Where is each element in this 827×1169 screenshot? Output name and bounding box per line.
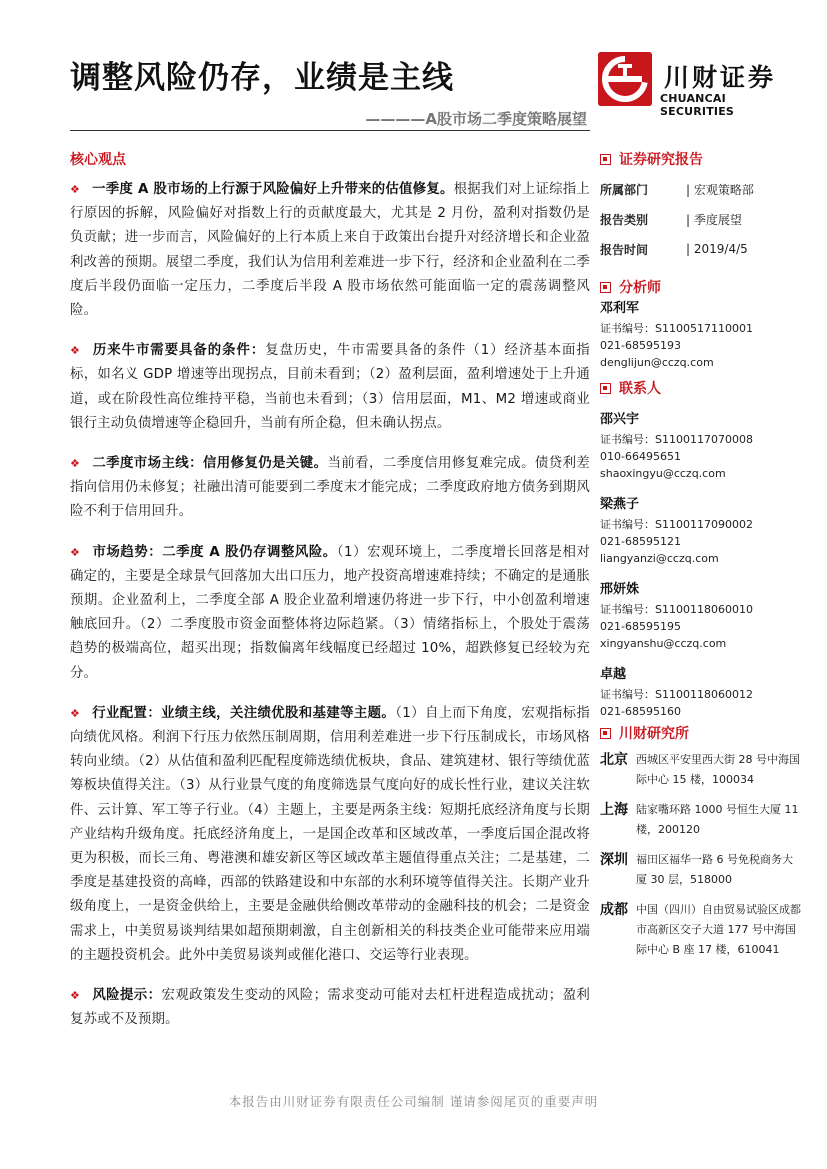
- contact-card: 邵兴宇 证书编号：S1100117070008 010-66495651 shaoxingyu@cczq.com: [600, 409, 810, 482]
- analyst-heading: 分析师: [600, 276, 810, 298]
- report-subtitle: ————A股市场二季度策略展望: [365, 110, 587, 128]
- core-views-heading: 核心观点: [70, 152, 126, 168]
- logo-name: 川财证券: [664, 63, 777, 92]
- office-shanghai: 上海 陆家嘴环路 1000 号恒生大厦 11 楼，200120: [600, 802, 799, 836]
- view-lead: 一季度 A 股市场的上行源于风险偏好上升带来的估值修复。: [92, 182, 454, 197]
- view-lead: 行业配置：业绩主线，关注绩优股和基建等主题。: [92, 705, 396, 721]
- info-row-department: 所属部门 | 宏观策略部: [600, 182, 754, 197]
- contact-email: xingyanshu@cczq.com: [600, 637, 727, 650]
- info-row-category: 报告类别 | 季度展望: [600, 212, 742, 227]
- report-sidebar: [600, 148, 810, 960]
- header-rule: [70, 130, 590, 131]
- diamond-bullet-icon: ❖: [70, 457, 81, 471]
- view-paragraph: [70, 452, 590, 525]
- contact-email: shaoxingyu@cczq.com: [600, 467, 726, 480]
- office-chengdu: 成都 中国（四川）自由贸易试验区成都市高新区交子大道 177 号中海国际中心 B 座 17 楼，610041: [600, 902, 801, 956]
- diamond-bullet-icon: ❖: [70, 545, 81, 559]
- view-paragraph: [70, 178, 590, 323]
- info-row-date: 报告时间 | 2019/4/5: [600, 242, 748, 257]
- contact-card: 邢妍姝 证书编号：S1100118060010 021-68595195 xingyanshu@cczq.com: [600, 579, 810, 652]
- institute-heading: 川财研究所: [600, 722, 810, 744]
- core-views: [70, 178, 590, 1049]
- view-paragraph: [70, 984, 590, 1032]
- view-lead: 二季度市场主线：信用修复仍是关键。: [92, 456, 328, 472]
- diamond-bullet-icon: ❖: [70, 989, 81, 1003]
- office-beijing: 北京 西城区平安里西大街 28 号中海国际中心 15 楼，100034: [600, 752, 800, 786]
- view-body: 复盘历史，牛市需要具备的条件（1）经济基本面指标，如名义 GDP 增速等出现拐点，目前未看到；（2）盈利层面，盈利增速处于上升通道，或在阶段性高位维持平稳，当前也未看到；（3）信用层面，M1、M2 增速或商业银行主动负债增速等企稳回升，当前有所企稳，但未确认拐点。: [70, 343, 590, 431]
- square-bullet-icon: [600, 282, 611, 293]
- analyst-card: 邓利军 证书编号：S1100517110001 021-68595193 denglijun@cczq.com: [600, 298, 810, 371]
- square-bullet-icon: [600, 728, 611, 739]
- diamond-bullet-icon: ❖: [70, 344, 81, 358]
- analyst-email: denglijun@cczq.com: [600, 356, 714, 369]
- logo-english-name: CHUANCAI SECURITIES: [660, 92, 735, 118]
- contact-card: 卓越 证书编号：S1100118060012 021-68595160: [600, 667, 753, 718]
- company-logo: [598, 52, 798, 118]
- contact-card: 梁燕子 证书编号：S1100117090002 021-68595121 liangyanzi@cczq.com: [600, 494, 810, 567]
- square-bullet-icon: [600, 383, 611, 394]
- view-body: 当前看，二季度信用修复难完成。债贷利差指向信用仍未修复；社融出清可能要到二季度末才能完成；二季度政府地方债务到期风险不利于信用回升。: [70, 456, 591, 520]
- page-footer: 本报告由川财证券有限责任公司编制 谨请参阅尾页的重要声明: [228, 1094, 599, 1109]
- view-body: 根据我们对上证综指上行原因的拆解，风险偏好对指数上行的贡献度最大，尤其是 2 月份，盈利对指数仍是负贡献；进一步而言，风险偏好的上行本质上来自于政策出台提升对经济增长和企业盈利改善的预期。展望二季度，我们认为信用利差难进一步下行，经济和企业盈利在二季度后半段仍面临一定压力，二季度后半段 A 股市场依然可能面临一定的震荡调整风险。: [70, 182, 591, 319]
- diamond-bullet-icon: ❖: [70, 183, 81, 196]
- contact-heading: 联系人: [600, 377, 810, 399]
- view-body: 宏观政策发生变动的风险；需求变动可能对去杠杆进程造成扰动；盈利复苏或不及预期。: [70, 988, 591, 1028]
- contact-email: liangyanzi@cczq.com: [600, 552, 719, 565]
- view-body: （1）宏观环境上，二季度增长回落是相对确定的，主要是全球景气回落加大出口压力，地产投资高增速难持续；不确定的是通胀预期。企业盈利上，二季度全部 A 股企业盈利增速仍将进一步下行，中小创盈利增速触底回升。（2）二季度股市资金面整体将边际趋紧。（3）情绪指标上，个股处于震荡趋势的极端高位，超买出现；指数偏离年线幅度已经超过 10%，超跌修复已经较为充分。: [70, 544, 590, 681]
- view-body: （1）自上而下角度，宏观指标指向绩优风格。利润下行压力依然压制周期，信用利差难进一步下行压制成长，市场风格转向业绩。（2）从估值和盈利匹配程度筛选绩优板块，食品、建筑建材、银行等绩优蓝筹板块值得关注。（3）从行业景气度的角度筛选景气度向好的成长性行业，建议关注软件、云计算、军工等子行业。（4）主题上，主要是两条主线：短期托底经济角度与长期产业结构升级角度。托底经济角度上，一是国企改革和区域改革，一季度后国企混改将更为积极，而长三角、粤港澳和雄安新区等区域改革主题值得重点关注；二是基建，二季度是基建投资的高峰，西部的铁路建设和中东部的水利环境等值得关注。长期产业升级角度上，一是资金供给上，主要是金融供给侧改革带动的金融科技的机会；二是资金需求上，中美贸易谈判结果如超预期刺激，自主创新相关的科技类企业可能带来应用端的主题投资机会。此外中美贸易谈判或催化港口、交运等行业表现。: [70, 705, 591, 963]
- square-bullet-icon: [600, 154, 611, 165]
- view-paragraph: [70, 339, 590, 436]
- view-lead: 风险提示：: [92, 988, 162, 1004]
- report-title: 调整风险仍存，业绩是主线: [70, 60, 454, 96]
- report-heading: 证券研究报告: [600, 148, 810, 170]
- diamond-bullet-icon: ❖: [70, 706, 81, 720]
- logo-emblem-icon: [598, 52, 652, 106]
- view-lead: 历来牛市需要具备的条件：: [92, 343, 266, 359]
- office-shenzhen: 深圳 福田区福华一路 6 号免税商务大厦 30 层，518000: [600, 852, 793, 886]
- view-lead: 市场趋势：二季度 A 股仍存调整风险。: [92, 544, 337, 560]
- view-paragraph: [70, 702, 590, 968]
- view-paragraph: [70, 541, 590, 686]
